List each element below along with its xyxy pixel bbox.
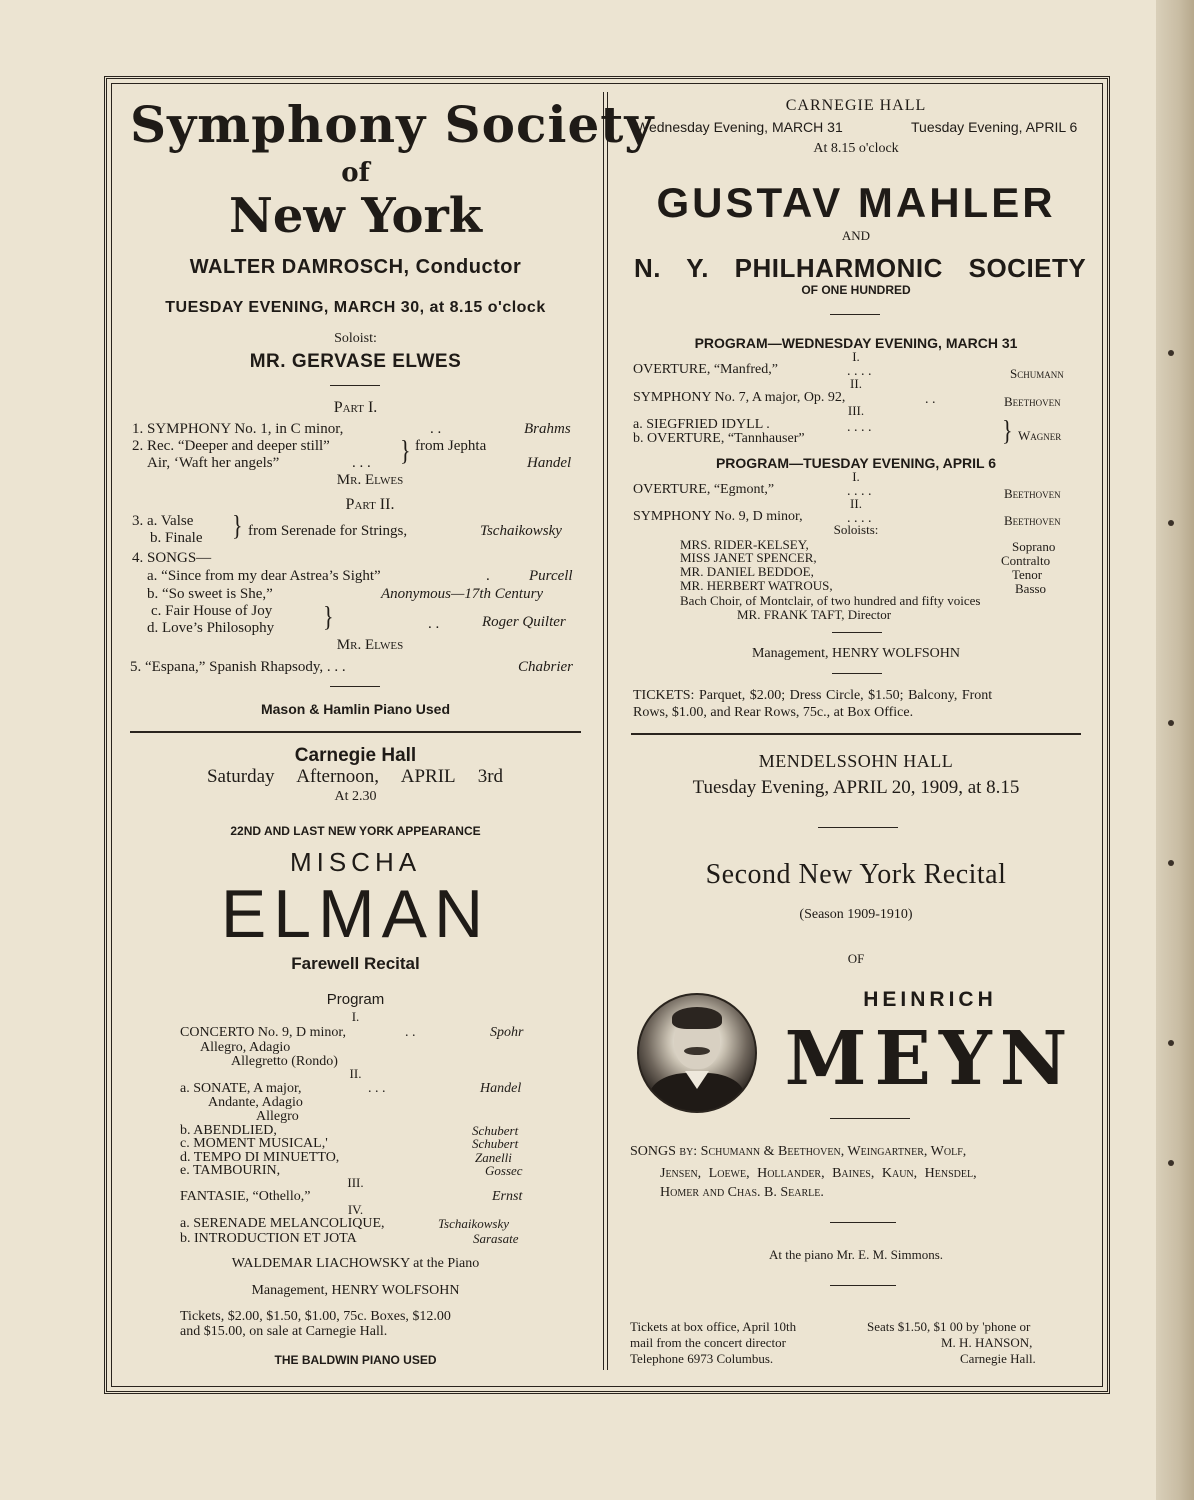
voice-part: Contralto — [1001, 553, 1051, 568]
item-title: 5. “Espana,” Spanish Rhapsody, . . . — [130, 659, 346, 675]
program-tuesday-heading: PROGRAM—TUESDAY EVENING, APRIL 6 — [715, 455, 997, 471]
soloist-label: Soloist: — [334, 331, 377, 346]
ticket-info: Carnegie Hall. — [960, 1351, 1036, 1366]
songs-list: Homer and Chas. B. Searle. — [660, 1185, 824, 1200]
rule — [330, 385, 380, 386]
item-title: Air, ‘Waft her angels” — [147, 455, 280, 471]
composer: Beethoven — [1004, 486, 1061, 501]
composer: Wagner — [1018, 428, 1062, 443]
director-credit: MR. FRANK TAFT, Director — [737, 607, 892, 622]
songs-list: Jensen, Loewe, Hollander, Baines, Kaun, Hensdel, — [660, 1166, 977, 1181]
voice-part: Soprano — [1012, 539, 1056, 554]
leader-dots: . . . — [368, 1081, 386, 1096]
song-title: d. Love’s Philosophy — [147, 620, 275, 636]
conductor-name: GUSTAV MAHLER — [656, 179, 1056, 226]
elman-time: At 2.30 — [334, 789, 377, 804]
composer: Schumann — [1010, 366, 1064, 381]
ticket-info: Tickets at box office, April 10th — [630, 1319, 797, 1334]
item-title: c. MOMENT MUSICAL,' — [180, 1136, 328, 1151]
date-tuesday: Tuesday Evening, APRIL 6 — [911, 119, 1078, 135]
brace: } — [323, 600, 334, 633]
roman-numeral: II. — [850, 376, 862, 391]
program-wednesday-heading: PROGRAM—WEDNESDAY EVENING, MARCH 31 — [694, 335, 1018, 351]
composer: Tschaikowsky — [438, 1216, 510, 1231]
leader-dots: . . . . — [847, 364, 872, 379]
performer-last-name: ELMAN — [220, 876, 491, 952]
brace: } — [1002, 414, 1013, 447]
brace: } — [400, 434, 411, 467]
item-title: b. ABENDLIED, — [180, 1123, 277, 1138]
recital-subtitle: Farewell Recital — [291, 954, 420, 973]
column-divider-inner — [607, 92, 608, 1370]
roman-numeral: II. — [850, 496, 862, 511]
mahler-time: At 8.15 o'clock — [813, 141, 899, 156]
rule — [830, 1285, 896, 1286]
movement: Allegretto (Rondo) — [231, 1054, 338, 1069]
concert-date: TUESDAY EVENING, MARCH 30, at 8.15 o'clock — [165, 299, 546, 316]
rule — [832, 673, 882, 674]
recital-title: Second New York Recital — [705, 859, 1007, 890]
performer-last-name: MEYN — [784, 1016, 1076, 1102]
ticket-info: Rows, $1.00, and Rear Rows, 75c., at Box Office. — [633, 705, 914, 720]
piano-credit: Mason & Hamlin Piano Used — [260, 701, 451, 717]
leader-dots: . . . . — [847, 420, 872, 435]
soloists-label: Soloists: — [833, 522, 879, 537]
management: Management, HENRY WOLFSOHN — [751, 646, 961, 661]
meyn-date: Tuesday Evening, APRIL 20, 1909, at 8.15 — [692, 777, 1020, 798]
symphony-city: New York — [228, 188, 483, 244]
voice-part: Tenor — [1012, 567, 1043, 582]
item-title: b. INTRODUCTION ET JOTA — [180, 1231, 357, 1246]
pianist-credit: WALDEMAR LIACHOWSKY at the Piano — [231, 1256, 480, 1271]
item-title: FANTASIE, “Othello,” — [180, 1189, 311, 1204]
column-divider — [603, 92, 604, 1370]
item-title: CONCERTO No. 9, D minor, — [180, 1025, 346, 1040]
ticket-info: Telephone 6973 Columbus. — [630, 1351, 774, 1366]
management: Management, HENRY WOLFSOHN — [251, 1283, 460, 1298]
ticket-info: M. H. HANSON, — [941, 1335, 1033, 1350]
singer-portrait — [637, 993, 757, 1113]
elman-appearance: 22ND AND LAST NEW YORK APPEARANCE — [230, 824, 481, 838]
item-source: from Jephta — [415, 438, 487, 454]
item-title: SYMPHONY No. 1, in C minor, — [147, 421, 344, 437]
roman-numeral: I. — [852, 349, 860, 364]
ticket-info: mail from the concert director — [630, 1335, 786, 1350]
ticket-info: Tickets, $2.00, $1.50, $1.00, 75c. Boxes, $12.00 — [180, 1309, 451, 1324]
season-note: (Season 1909-1910) — [799, 907, 913, 922]
rule — [830, 1222, 896, 1223]
leader-dots: . . — [405, 1025, 416, 1040]
soloist-name: MR. DANIEL BEDDOE, — [680, 564, 814, 579]
item-title: 4. SONGS— — [132, 550, 212, 566]
composer: Beethoven — [1004, 394, 1061, 409]
voice-part: Basso — [1015, 581, 1047, 596]
composer: Spohr — [490, 1025, 524, 1040]
item-number: 1. — [132, 421, 144, 437]
leader-dots: . . . — [352, 455, 371, 471]
soloist-name: MR. GERVASE ELWES — [249, 351, 462, 372]
of-label: OF — [847, 951, 865, 966]
program-item — [132, 421, 343, 438]
song-title: b. “So sweet is She,” — [147, 586, 273, 602]
right-section-divider — [631, 733, 1081, 735]
item-title: SYMPHONY No. 9, D minor, — [633, 509, 803, 524]
item-source: from Serenade for Strings, — [248, 523, 408, 539]
item-title: a. SIEGFRIED IDYLL . — [633, 417, 770, 432]
performer-first-name: MISCHA — [289, 847, 422, 877]
item-title: SYMPHONY No. 7, A major, Op. 92, — [633, 390, 846, 405]
movement: Andante, Adagio — [208, 1095, 303, 1110]
date-wednesday: Wednesday Evening, MARCH 31 — [636, 119, 843, 135]
rule — [330, 686, 380, 687]
left-section-divider — [130, 731, 581, 733]
item-title: a. SERENADE MELANCOLIQUE, — [180, 1216, 385, 1231]
item-number: 2. — [132, 438, 144, 454]
composer: Handel — [527, 455, 572, 471]
meyn-venue: MENDELSSOHN HALL — [758, 751, 954, 771]
soloist-name: MISS JANET SPENCER, — [680, 550, 817, 565]
movement: Allegro — [256, 1109, 299, 1124]
item-title: a. SONATE, A major, — [180, 1081, 302, 1096]
song-title: a. “Since from my dear Astrea’s Sight” — [147, 568, 381, 584]
song-title: c. Fair House of Joy — [151, 603, 273, 619]
leader-dots: . . . . — [847, 511, 872, 526]
roman-numeral: III. — [347, 1175, 364, 1190]
roman-numeral: I. — [852, 469, 860, 484]
composer: Gossec — [485, 1163, 523, 1178]
orchestra-subtitle: OF ONE HUNDRED — [801, 283, 911, 297]
elman-date: Saturday Afternoon, APRIL 3rd — [206, 766, 504, 787]
item-title: d. TEMPO DI MINUETTO, — [180, 1150, 340, 1165]
symphony-of: of — [341, 158, 370, 188]
page-binding-edge — [1156, 0, 1194, 1500]
orchestra-name: N. Y. PHILHARMONIC SOCIETY — [634, 253, 1087, 283]
leader-dots: . . . . — [847, 484, 872, 499]
roman-numeral: I. — [351, 1009, 360, 1024]
ticket-info: TICKETS: Parquet, $2.00; Dress Circle, $1.50; Balcony, Front — [633, 688, 993, 703]
soloist-name: MR. HERBERT WATROUS, — [680, 578, 833, 593]
leader-dots: . . — [430, 421, 442, 437]
symphony-title: Symphony Society — [130, 95, 655, 154]
roman-numeral: III. — [847, 403, 865, 418]
item-title: e. TAMBOURIN, — [180, 1163, 281, 1178]
piano-credit: THE BALDWIN PIANO USED — [274, 1353, 437, 1367]
composer: Sarasate — [473, 1231, 519, 1246]
composer: Anonymous—17th Century — [381, 586, 544, 602]
composer: Purcell — [529, 568, 573, 584]
composer: Schubert — [472, 1123, 519, 1138]
program-heading: Program — [326, 991, 385, 1008]
composer: Beethoven — [1004, 513, 1061, 528]
ticket-info: Seats $1.50, $1 00 by 'phone or — [867, 1319, 1031, 1334]
composer: Zanelli — [475, 1150, 512, 1165]
composer: Ernst — [492, 1189, 523, 1204]
ticket-info: and $15.00, on sale at Carnegie Hall. — [180, 1324, 388, 1339]
leader-dots: . . — [428, 616, 440, 632]
elman-venue: Carnegie Hall — [294, 745, 417, 766]
rule — [830, 1118, 910, 1119]
soloist-name: MRS. RIDER-KELSEY, — [680, 537, 809, 552]
movement: Allegro, Adagio — [200, 1040, 291, 1055]
part-one-heading: Part I. — [333, 399, 378, 416]
brace: } — [232, 509, 243, 542]
composer: Brahms — [524, 421, 571, 437]
item-title: OVERTURE, “Egmont,” — [633, 482, 775, 497]
item-title: b. Finale — [150, 530, 203, 546]
composer: Handel — [480, 1081, 522, 1096]
performer-first-name: HEINRICH — [863, 988, 997, 1011]
leader-dots: . . — [925, 392, 936, 407]
composer: Roger Quilter — [482, 614, 566, 630]
performer-note: Mr. Elwes — [336, 472, 404, 488]
and-label: AND — [841, 228, 871, 243]
composer: Tschaikowsky — [480, 523, 562, 539]
item-title: b. OVERTURE, “Tannhauser” — [633, 431, 805, 446]
pianist-credit: At the piano Mr. E. M. Simmons. — [768, 1247, 944, 1262]
composer: Chabrier — [518, 659, 574, 675]
choir-credit: Bach Choir, of Montclair, of two hundred and fifty voices — [680, 593, 981, 608]
rule — [832, 632, 882, 633]
item-title: Rec. “Deeper and deeper still” — [147, 438, 330, 454]
conductor: WALTER DAMROSCH, Conductor — [189, 256, 522, 278]
item-title: 3. a. Valse — [132, 513, 194, 529]
composer: Schubert — [472, 1136, 519, 1151]
rule — [830, 314, 880, 315]
roman-numeral: IV. — [347, 1202, 364, 1217]
item-title: OVERTURE, “Manfred,” — [633, 362, 778, 377]
performer-note: Mr. Elwes — [336, 637, 404, 653]
songs-list: SONGS by: Schumann & Beethoven, Weingartner, Wolf, — [630, 1144, 967, 1159]
mahler-venue: CARNEGIE HALL — [785, 97, 927, 114]
roman-numeral: II. — [349, 1066, 362, 1081]
leader-dots: . — [486, 568, 490, 584]
program-item — [132, 438, 330, 455]
rule — [818, 827, 898, 828]
part-two-heading: Part II. — [345, 496, 395, 513]
